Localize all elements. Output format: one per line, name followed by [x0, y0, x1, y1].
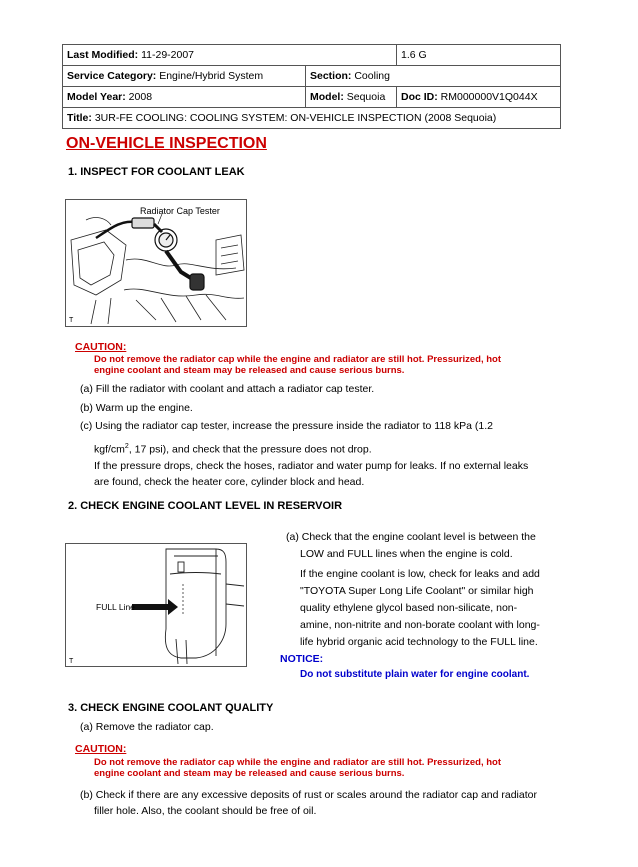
step1-heading: 1. INSPECT FOR COOLANT LEAK	[68, 166, 245, 178]
step2-p-line1: If the engine coolant is low, check for leaks and add	[300, 568, 540, 580]
version-cell: 1.6 G	[397, 45, 561, 66]
step2-notice-text: Do not substitute plain water for engine coolant.	[300, 669, 530, 680]
reservoir-figure	[65, 543, 247, 667]
figure-label-full-line: FULL Line	[96, 602, 135, 612]
last-modified-cell: Last Modified: 11-29-2007	[63, 45, 397, 66]
step2-heading: 2. CHECK ENGINE COOLANT LEVEL IN RESERVOIR	[68, 500, 343, 512]
title-cell: Title: 3UR-FE COOLING: COOLING SYSTEM: ON-VEHICLE INSPECTION (2008 Sequoia)	[63, 108, 561, 129]
step2-p-line4: amine, non-nitrite and non-borate coolant with long-	[300, 619, 540, 631]
header-table	[62, 44, 561, 129]
step3-a: (a) Remove the radiator cap.	[80, 721, 214, 733]
engine-illustration	[66, 200, 246, 326]
step3-caution-line2: engine coolant and steam may be released and cause serious burns.	[94, 768, 405, 779]
step2-notice-label: NOTICE:	[280, 653, 324, 665]
model-cell: Model: Sequoia	[306, 87, 397, 108]
step3-heading: 3. CHECK ENGINE COOLANT QUALITY	[68, 702, 274, 714]
step2-a-line1: (a) Check that the engine coolant level is between the	[286, 531, 536, 543]
figure-corner-mark: T	[69, 317, 74, 324]
step1-b: (b) Warm up the engine.	[80, 402, 193, 414]
doc-id-cell: Doc ID: RM000000V1Q044X	[397, 87, 561, 108]
step1-caution-label: CAUTION:	[75, 341, 127, 353]
step1-caution-line1: Do not remove the radiator cap while the engine and radiator are still hot. Pressurized, hot	[94, 354, 501, 365]
step3-b-line2: filler hole. Also, the coolant should be free of oil.	[94, 805, 317, 817]
step1-c-line1: (c) Using the radiator cap tester, increase the pressure inside the radiator to 118 kPa (1.2	[80, 420, 494, 432]
step1-a: (a) Fill the radiator with coolant and attach a radiator cap tester.	[80, 383, 375, 395]
step1-note-line2: are found, check the heater core, cylinder block and head.	[94, 476, 365, 488]
section-cell: Section: Cooling	[306, 66, 561, 87]
step3-caution-label: CAUTION:	[75, 743, 127, 755]
step3-b-line1: (b) Check if there are any excessive deposits of rust or scales around the radiator cap and radiator	[80, 789, 537, 801]
step2-p-line3: quality ethylene glycol based non-silicate, non-	[300, 602, 518, 614]
step2-a-line2: LOW and FULL lines when the engine is cold.	[300, 548, 513, 560]
step2-p-line2: "TOYOTA Super Long Life Coolant" or similar high	[300, 585, 534, 597]
step1-c-line2: kgf/$cm^2$, 17 psi), and check that the pressure does not drop.	[94, 443, 372, 456]
page-title: ON-VEHICLE INSPECTION	[66, 135, 267, 152]
step2-p-line5: life hybrid organic acid technology to the FULL line.	[300, 636, 538, 648]
model-year-cell: Model Year: 2008	[63, 87, 306, 108]
figure-label-radiator-cap-tester: Radiator Cap Tester	[140, 206, 220, 216]
step3-caution-line1: Do not remove the radiator cap while the engine and radiator are still hot. Pressurized, hot	[94, 757, 501, 768]
step1-note-line1: If the pressure drops, check the hoses, radiator and water pump for leaks. If no external leaks	[94, 460, 529, 472]
service-category-cell: Service Category: Engine/Hybrid System	[63, 66, 306, 87]
reservoir-illustration	[66, 544, 246, 666]
radiator-cap-tester-figure	[65, 199, 247, 327]
step1-caution-line2: engine coolant and steam may be released and cause serious burns.	[94, 365, 405, 376]
figure-corner-mark: T	[69, 658, 74, 665]
